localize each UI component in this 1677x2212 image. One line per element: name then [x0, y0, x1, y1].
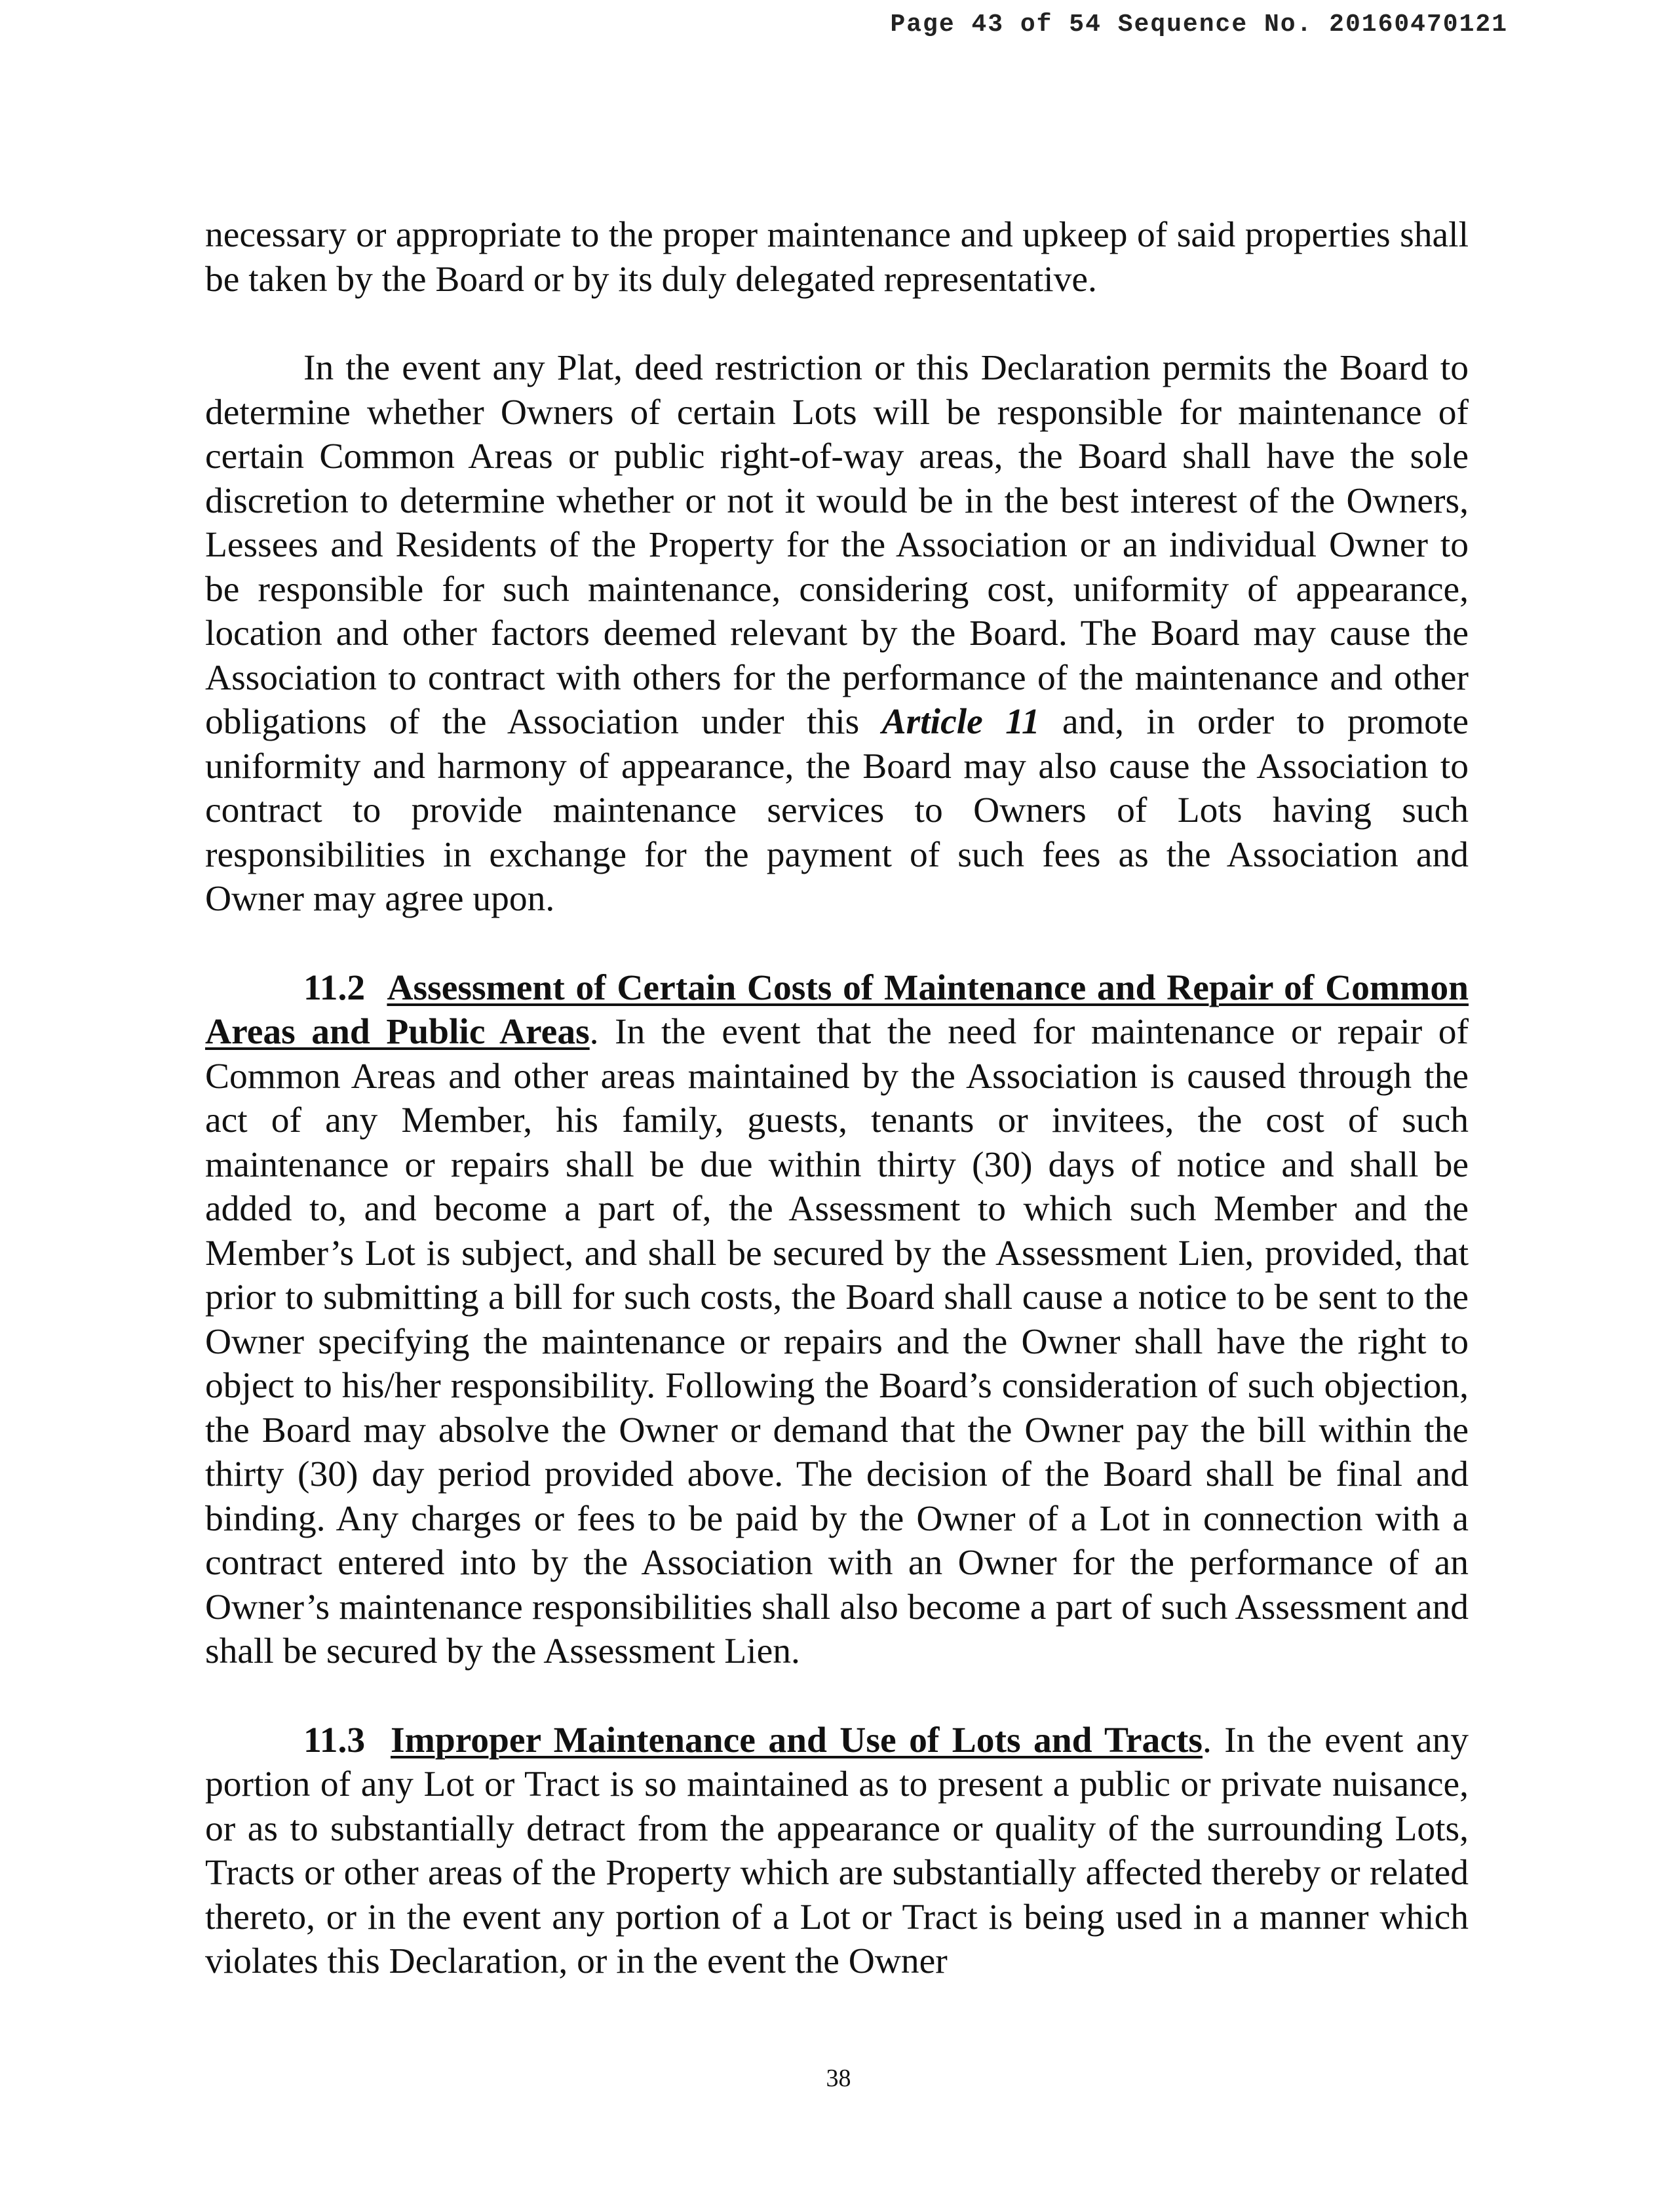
maintenance-responsibility-paragraph: [205, 346, 1469, 922]
document-body: [205, 213, 1469, 1984]
section-text: . In the event any portion of any Lot or Tract is so maintained as to present a public or private nuisance, or as to substantially detract from the appearance or quality of the surrounding Lots, Tracts or other areas of the Property which are substantially affected thereby or related thereto, or in the event any portion of a Lot or Tract is being used in a manner which violates this Declaration, or in the event the Owner: [205, 1720, 1469, 1981]
paragraph-text: and, in order to promote uniformity and harmony of appearance, the Board may also cause the Association to contract to provide maintenance services to Owners of Lots having such responsibilities in exchange for the payment of such fees as the Association and Owner may agree upon.: [205, 702, 1469, 919]
section-number: 11.3: [303, 1720, 366, 1760]
section-11-2: [205, 966, 1469, 1674]
section-title: Improper Maintenance and Use of Lots and Tracts: [390, 1720, 1203, 1760]
section-title: Assessment of Certain Costs of Maintenance and Repair of Common Areas and Public Areas: [205, 967, 1469, 1052]
article-reference: Article 11: [881, 702, 1040, 742]
section-text: . In the event that the need for maintenance or repair of Common Areas and other areas maintained by the Association is caused through the act of any Member, his family, guests, tenants or invitees, the cost of such maintenance or repairs shall be due within thirty (30) days of notice and shall be added to, and become a part of, the Assessment to which such Member and the Member’s Lot is subject, and shall be secured by the Assessment Lien, provided, that prior to submitting a bill for such costs, the Board shall cause a notice to be sent to the Owner specifying the maintenance or repairs and the Owner shall have the right to object to his/her responsibility. Following the Board’s consideration of such objection, the Board may absolve the Owner or demand that the Owner pay the bill within the thirty (30) day period provided above. The decision of the Board shall be final and binding. Any charges or fees to be paid by the Owner of a Lot in connection with a contract entered into by the Association with an Owner for the performance of an Owner’s maintenance responsibilities shall also become a part of such Assessment and shall be secured by the Assessment Lien.: [205, 1012, 1469, 1671]
page-number: 38: [826, 2065, 851, 2092]
page-sequence-header: Page 43 of 54 Sequence No. 20160470121: [890, 10, 1508, 39]
paragraph-text: In the event any Plat, deed restriction or this Declaration permits the Board to determine whether Owners of certain Lots will be responsible for maintenance of certain Common Areas or public right-of-way areas, the Board shall have the sole discretion to determine whether or not it would be in the best interest of the Owners, Lessees and Residents of the Property for the Association or an individual Owner to be responsible for such maintenance, considering cost, uniformity of appearance, location and other factors deemed relevant by the Board. The Board may cause the Association to contract with others for the performance of the maintenance and other obligations of the Association under this: [205, 348, 1469, 742]
section-number: 11.2: [303, 967, 366, 1008]
continuation-paragraph: necessary or appropriate to the proper maintenance and upkeep of said properties shall be taken by the Board or by its duly delegated representative.: [205, 215, 1469, 300]
section-11-3: [205, 1718, 1469, 1984]
